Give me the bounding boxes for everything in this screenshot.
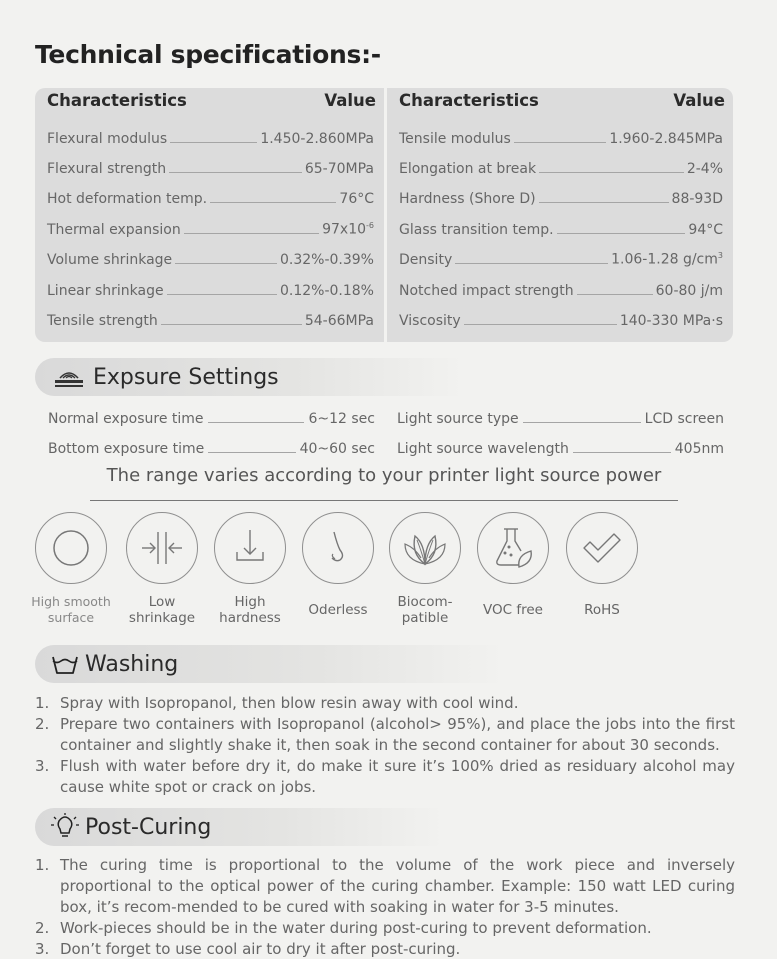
feature-label-line2: hardness xyxy=(219,610,281,626)
feature-smooth-surface xyxy=(31,512,111,625)
feature-label-line1: High smooth xyxy=(31,594,111,609)
feature-biocompatible xyxy=(387,512,463,626)
list-item xyxy=(35,939,735,959)
spec-value: 76°C xyxy=(339,191,374,207)
header-characteristics: Characteristics xyxy=(47,91,187,110)
leader-dots xyxy=(167,294,277,295)
section-title: Expsure Settings xyxy=(93,364,279,390)
spec-value: 88-93D xyxy=(671,191,723,207)
page-title: Technical specifications:- xyxy=(35,40,381,69)
spec-value: 140-330 MPa·s xyxy=(619,313,723,329)
spec-value xyxy=(611,251,723,268)
feature-label-line1: VOC free xyxy=(483,602,543,618)
wash-basin-icon xyxy=(45,652,85,676)
spec-row xyxy=(399,309,723,329)
spec-value: 60-80 j/m xyxy=(655,283,723,299)
leader-dots xyxy=(573,452,671,453)
spec-row xyxy=(399,157,723,177)
step-text: Work-pieces should be in the water during post-curing to prevent deformation. xyxy=(60,919,652,937)
leader-dots xyxy=(539,202,669,203)
feature-label-line1: High xyxy=(234,594,266,610)
leader-dots xyxy=(523,422,641,423)
section-title: Post-Curing xyxy=(85,814,212,840)
exposure-label: Bottom exposure time xyxy=(48,441,205,457)
spec-table-header xyxy=(399,91,725,110)
step-number: 3. xyxy=(35,757,50,775)
odorless-nose-icon xyxy=(302,512,374,584)
header-value: Value xyxy=(673,91,725,110)
spec-row xyxy=(399,187,723,207)
spec-label: Glass transition temp. xyxy=(399,222,554,238)
spec-row xyxy=(47,187,374,207)
leader-dots xyxy=(210,202,336,203)
spec-row xyxy=(47,127,374,147)
leader-dots xyxy=(169,172,302,173)
voc-free-flask-icon xyxy=(477,512,549,584)
feature-label-line1: Biocom- xyxy=(397,594,453,610)
spec-value: 1.960-2.845MPa xyxy=(609,131,723,147)
list-item xyxy=(35,855,735,918)
spec-label: Flexural strength xyxy=(47,161,167,177)
spec-label: Hardness (Shore D) xyxy=(399,191,536,207)
spec-value: 0.12%-0.18% xyxy=(279,283,374,299)
exposure-row xyxy=(397,407,724,427)
feature-label-line2: surface xyxy=(47,610,95,625)
exposure-label: Light source wavelength xyxy=(397,441,569,457)
step-number: 2. xyxy=(35,919,50,937)
feature-rohs xyxy=(564,512,640,618)
spec-row xyxy=(47,157,374,177)
spec-value: 2-4% xyxy=(686,161,723,177)
spec-value: 65-70MPa xyxy=(304,161,374,177)
step-text: Prepare two containers with Isopropanol (alcohol> 95%), and place the jobs into the first container and slightly shake it, then soak in the second container for about 30 seconds. xyxy=(60,715,735,754)
list-item xyxy=(35,714,735,756)
feature-label xyxy=(19,594,123,626)
spec-label: Linear shrinkage xyxy=(47,283,164,299)
high-hardness-icon xyxy=(214,512,286,584)
post-curing-section-header xyxy=(35,808,445,846)
feature-label-line1: Oderless xyxy=(308,602,368,618)
spec-table-header xyxy=(47,91,376,110)
list-item xyxy=(35,918,735,939)
feature-label-line1: Low xyxy=(148,594,176,610)
washing-section-header xyxy=(35,645,505,683)
spec-table-right xyxy=(387,88,733,342)
step-text: Spray with Isopropanol, then blow resin away with cool wind. xyxy=(60,694,519,712)
spec-value: 1.450-2.860MPa xyxy=(260,131,374,147)
exposure-section-header xyxy=(35,358,465,396)
leader-dots xyxy=(161,324,302,325)
exposure-row xyxy=(48,437,375,457)
exposure-row xyxy=(397,437,724,457)
washing-steps xyxy=(35,693,735,798)
exposure-value: 40~60 sec xyxy=(299,441,375,457)
spec-value-exponent: 3 xyxy=(717,251,723,261)
post-curing-steps xyxy=(35,855,735,959)
leader-dots xyxy=(208,452,295,453)
step-number: 1. xyxy=(35,856,50,874)
spec-row xyxy=(399,248,723,268)
step-text: Don’t forget to use cool air to dry it after post-curing. xyxy=(60,940,461,958)
feature-label-line2: patible xyxy=(401,610,449,626)
spec-value-base: 1.06-1.28 g/cm xyxy=(611,252,718,268)
feature-high-hardness xyxy=(212,512,288,626)
spec-row xyxy=(399,279,723,299)
header-characteristics: Characteristics xyxy=(399,91,539,110)
spec-label: Hot deformation temp. xyxy=(47,191,208,207)
lamp-icon xyxy=(49,364,89,390)
divider xyxy=(90,500,678,501)
feature-voc-free xyxy=(475,512,551,618)
exposure-value: 6~12 sec xyxy=(308,411,375,427)
spec-label: Density xyxy=(399,252,453,268)
spec-value: 0.32%-0.39% xyxy=(279,252,374,268)
spec-table-left xyxy=(35,88,384,342)
feature-odorless xyxy=(300,512,376,618)
spec-label: Thermal expansion xyxy=(47,222,181,238)
feature-label xyxy=(550,602,654,618)
spec-value: 54-66MPa xyxy=(304,313,374,329)
rohs-check-icon xyxy=(566,512,638,584)
spec-label: Volume shrinkage xyxy=(47,252,173,268)
list-item xyxy=(35,756,735,798)
spec-label: Tensile strength xyxy=(47,313,158,329)
spec-label: Flexural modulus xyxy=(47,131,168,147)
exposure-row xyxy=(48,407,375,427)
list-item xyxy=(35,693,735,714)
spec-row xyxy=(47,248,374,268)
leader-dots xyxy=(577,294,653,295)
feature-label-line1: RoHS xyxy=(584,602,620,618)
leader-dots xyxy=(175,263,277,264)
exposure-value: 405nm xyxy=(674,441,724,457)
exposure-label: Normal exposure time xyxy=(48,411,204,427)
spec-row xyxy=(47,218,374,238)
leader-dots xyxy=(464,324,617,325)
leader-dots xyxy=(184,233,319,234)
feature-label-line2: shrinkage xyxy=(128,610,196,626)
step-number: 3. xyxy=(35,940,50,958)
feature-low-shrinkage xyxy=(124,512,200,626)
exposure-note: The range varies according to your printer light source power xyxy=(106,465,662,486)
step-number: 2. xyxy=(35,715,50,733)
smooth-surface-icon xyxy=(35,512,107,584)
section-title: Washing xyxy=(85,651,179,677)
spec-row xyxy=(47,309,374,329)
spec-value-base: 97x10 xyxy=(322,222,367,238)
spec-row xyxy=(399,127,723,147)
spec-value xyxy=(322,221,374,238)
step-text: Flush with water before dry it, do make it sure it’s 100% dried as residuary alcohol may cause white spot or crack on jobs. xyxy=(60,757,735,796)
header-value: Value xyxy=(324,91,376,110)
leader-dots xyxy=(539,172,684,173)
leader-dots xyxy=(208,422,305,423)
leader-dots xyxy=(170,142,257,143)
low-shrinkage-icon xyxy=(126,512,198,584)
exposure-value: LCD screen xyxy=(644,411,724,427)
spec-label: Viscosity xyxy=(399,313,461,329)
step-number: 1. xyxy=(35,694,50,712)
step-text: The curing time is proportional to the volume of the work piece and inversely proportional to the optical power of the curing chamber. Example: 150 watt LED curing box, it’s recom-mended to be cured with soaking in water for 3-5 minutes. xyxy=(60,856,735,916)
spec-row xyxy=(399,218,723,238)
spec-label: Notched impact strength xyxy=(399,283,574,299)
light-bulb-icon xyxy=(45,813,85,841)
spec-row xyxy=(47,279,374,299)
spec-value-exponent: -6 xyxy=(366,221,374,231)
leader-dots xyxy=(455,263,608,264)
leader-dots xyxy=(557,233,686,234)
exposure-label: Light source type xyxy=(397,411,519,427)
spec-label: Tensile modulus xyxy=(399,131,511,147)
biocompatible-leaf-icon xyxy=(389,512,461,584)
leader-dots xyxy=(514,142,606,143)
spec-label: Elongation at break xyxy=(399,161,537,177)
spec-value: 94°C xyxy=(688,222,723,238)
